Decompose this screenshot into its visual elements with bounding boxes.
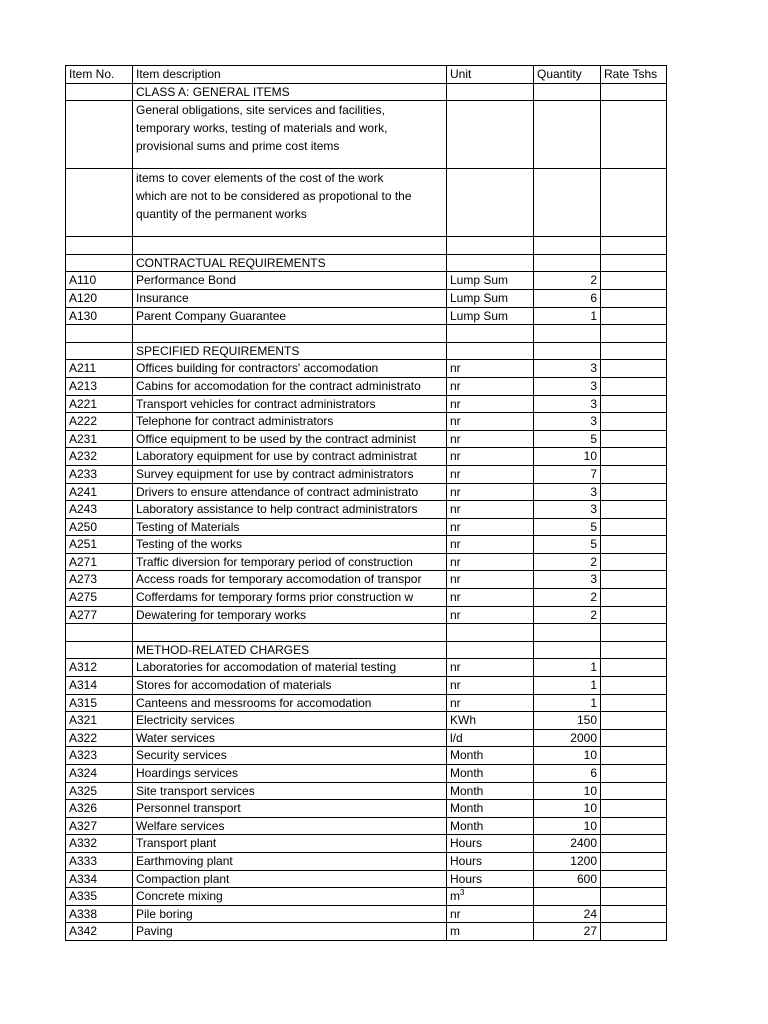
item-unit — [447, 888, 534, 906]
item-code: A338 — [66, 905, 133, 923]
unit-text: nr — [450, 449, 461, 464]
unit-text: nr — [450, 396, 461, 411]
item-quantity: 1200 — [534, 852, 601, 870]
item-code: A333 — [66, 852, 133, 870]
item-unit — [447, 272, 534, 290]
table-row — [66, 448, 667, 466]
item-description: Cabins for accomodation for the contract administrato — [133, 377, 447, 395]
bill-of-quantities-table — [65, 65, 667, 941]
item-code: A312 — [66, 659, 133, 677]
item-rate — [601, 465, 667, 483]
item-rate — [601, 712, 667, 730]
item-rate — [601, 817, 667, 835]
item-rate — [601, 536, 667, 554]
item-rate — [601, 307, 667, 325]
unit-text: Month — [450, 748, 484, 763]
item-unit — [447, 465, 534, 483]
item-description: Transport vehicles for contract administrators — [133, 395, 447, 413]
unit-text: Lump Sum — [450, 273, 509, 288]
item-rate — [601, 448, 667, 466]
item-unit — [447, 729, 534, 747]
table-row — [66, 518, 667, 536]
item-code: A241 — [66, 483, 133, 501]
item-rate — [601, 905, 667, 923]
item-unit — [447, 571, 534, 589]
item-description: Testing of the works — [133, 536, 447, 554]
table-row — [66, 430, 667, 448]
item-description: Parent Company Guarantee — [133, 307, 447, 325]
item-description: Laboratory assistance to help contract administrators — [133, 501, 447, 519]
table-row — [66, 817, 667, 835]
unit-text: nr — [450, 361, 461, 376]
item-unit — [447, 553, 534, 571]
table-row — [66, 536, 667, 554]
table-row — [66, 677, 667, 695]
item-rate — [601, 677, 667, 695]
item-unit — [447, 589, 534, 607]
item-unit — [447, 448, 534, 466]
item-unit — [447, 483, 534, 501]
unit-text: nr — [450, 660, 461, 675]
item-description: Traffic diversion for temporary period of construction — [133, 553, 447, 571]
table-row — [66, 413, 667, 431]
unit-text: Hours — [450, 853, 483, 868]
table-row — [66, 272, 667, 290]
item-unit — [447, 765, 534, 783]
item-code: A243 — [66, 501, 133, 519]
item-code: A273 — [66, 571, 133, 589]
item-rate — [601, 765, 667, 783]
table-row — [66, 483, 667, 501]
table-row — [66, 589, 667, 607]
item-description: Laboratories for accomodation of material testing — [133, 659, 447, 677]
item-quantity: 6 — [534, 765, 601, 783]
item-quantity: 10 — [534, 448, 601, 466]
section-title: METHOD-RELATED CHARGES — [133, 641, 447, 659]
table-row — [66, 606, 667, 624]
item-code: A233 — [66, 465, 133, 483]
item-quantity: 6 — [534, 289, 601, 307]
item-quantity: 1 — [534, 659, 601, 677]
item-rate — [601, 782, 667, 800]
item-quantity: 10 — [534, 817, 601, 835]
unit-text: nr — [450, 502, 461, 517]
table-row — [66, 360, 667, 378]
unit-text: m — [450, 924, 460, 939]
table-row — [66, 289, 667, 307]
item-quantity: 24 — [534, 905, 601, 923]
unit-text: Hours — [450, 871, 483, 886]
item-code: A213 — [66, 377, 133, 395]
unit-text: nr — [450, 695, 461, 710]
item-unit — [447, 870, 534, 888]
item-code: A342 — [66, 923, 133, 941]
item-unit — [447, 712, 534, 730]
item-description: Testing of Materials — [133, 518, 447, 536]
item-quantity: 1 — [534, 307, 601, 325]
section-heading-row — [66, 342, 667, 360]
item-unit — [447, 606, 534, 624]
item-quantity: 150 — [534, 712, 601, 730]
item-unit — [447, 360, 534, 378]
section-heading-row — [66, 254, 667, 272]
item-quantity: 2 — [534, 589, 601, 607]
item-code: A327 — [66, 817, 133, 835]
table-row — [66, 659, 667, 677]
item-rate — [601, 888, 667, 906]
table-row — [66, 905, 667, 923]
unit-text: l/d — [450, 730, 463, 745]
table-row — [66, 307, 667, 325]
item-unit — [447, 659, 534, 677]
item-quantity: 3 — [534, 395, 601, 413]
item-rate — [601, 800, 667, 818]
item-code: A335 — [66, 888, 133, 906]
item-description: Canteens and messrooms for accomodation — [133, 694, 447, 712]
header-description: Item description — [133, 66, 447, 84]
item-code: A130 — [66, 307, 133, 325]
item-unit — [447, 395, 534, 413]
unit-text: nr — [450, 519, 461, 534]
item-quantity: 2000 — [534, 729, 601, 747]
item-description: Survey equipment for use by contract administrators — [133, 465, 447, 483]
unit-text: m — [450, 889, 460, 904]
unit-text: Month — [450, 818, 484, 833]
header-row — [66, 66, 667, 84]
unit-text: nr — [450, 431, 461, 446]
table-row — [66, 852, 667, 870]
table-row — [66, 800, 667, 818]
section-heading-row — [66, 641, 667, 659]
unit-text: KWh — [450, 713, 477, 728]
item-unit — [447, 835, 534, 853]
item-rate — [601, 413, 667, 431]
item-code: A275 — [66, 589, 133, 607]
item-quantity: 3 — [534, 571, 601, 589]
item-quantity: 1 — [534, 694, 601, 712]
intro-row — [66, 169, 667, 237]
item-description: Welfare services — [133, 817, 447, 835]
table-row — [66, 712, 667, 730]
item-code: A323 — [66, 747, 133, 765]
item-quantity: 600 — [534, 870, 601, 888]
unit-text: nr — [450, 484, 461, 499]
item-code: A271 — [66, 553, 133, 571]
item-unit — [447, 677, 534, 695]
item-description: Laboratory equipment for use by contract administrat — [133, 448, 447, 466]
item-rate — [601, 606, 667, 624]
item-rate — [601, 553, 667, 571]
unit-text: nr — [450, 466, 461, 481]
item-quantity: 10 — [534, 782, 601, 800]
item-rate — [601, 272, 667, 290]
item-code: A120 — [66, 289, 133, 307]
item-quantity: 5 — [534, 518, 601, 536]
item-unit — [447, 782, 534, 800]
item-rate — [601, 747, 667, 765]
item-code: A325 — [66, 782, 133, 800]
item-rate — [601, 395, 667, 413]
item-description: Water services — [133, 729, 447, 747]
item-unit — [447, 536, 534, 554]
class-heading: CLASS A: GENERAL ITEMS — [133, 83, 447, 101]
item-code: A322 — [66, 729, 133, 747]
table-row — [66, 782, 667, 800]
unit-text: Hours — [450, 836, 483, 851]
item-description: Transport plant — [133, 835, 447, 853]
item-quantity: 2 — [534, 272, 601, 290]
item-quantity: 5 — [534, 430, 601, 448]
item-description: Electricity services — [133, 712, 447, 730]
item-description: Offices building for contractors' accomodation — [133, 360, 447, 378]
item-code: A277 — [66, 606, 133, 624]
item-quantity: 3 — [534, 483, 601, 501]
item-description: Paving — [133, 923, 447, 941]
item-rate — [601, 923, 667, 941]
table-row — [66, 553, 667, 571]
table-row — [66, 571, 667, 589]
intro-row — [66, 101, 667, 169]
item-rate — [601, 430, 667, 448]
unit-text: Month — [450, 801, 484, 816]
item-quantity: 5 — [534, 536, 601, 554]
unit-text: nr — [450, 590, 461, 605]
item-unit — [447, 905, 534, 923]
unit-text: nr — [450, 906, 461, 921]
item-description: Dewatering for temporary works — [133, 606, 447, 624]
unit-text: Month — [450, 783, 484, 798]
item-unit — [447, 413, 534, 431]
section-title: SPECIFIED REQUIREMENTS — [133, 342, 447, 360]
item-description: Earthmoving plant — [133, 852, 447, 870]
item-quantity: 2 — [534, 606, 601, 624]
item-code: A324 — [66, 765, 133, 783]
item-rate — [601, 589, 667, 607]
item-unit — [447, 747, 534, 765]
unit-text: nr — [450, 414, 461, 429]
item-rate — [601, 729, 667, 747]
table-row — [66, 395, 667, 413]
item-description: Site transport services — [133, 782, 447, 800]
item-description: Compaction plant — [133, 870, 447, 888]
blank-row — [66, 325, 667, 343]
item-rate — [601, 835, 667, 853]
item-description: Cofferdams for temporary forms prior construction w — [133, 589, 447, 607]
item-unit — [447, 694, 534, 712]
item-rate — [601, 659, 667, 677]
item-unit — [447, 923, 534, 941]
item-description: Personnel transport — [133, 800, 447, 818]
table-row — [66, 835, 667, 853]
intro-paragraph: items to cover elements of the cost of the work which are not to be considered as propotional to the quantity of the permanent works — [133, 169, 447, 237]
table-row — [66, 694, 667, 712]
item-code: A232 — [66, 448, 133, 466]
item-code: A221 — [66, 395, 133, 413]
header-unit: Unit — [447, 66, 534, 84]
item-unit — [447, 852, 534, 870]
header-item-no: Item No. — [66, 66, 133, 84]
item-rate — [601, 501, 667, 519]
item-rate — [601, 289, 667, 307]
item-rate — [601, 483, 667, 501]
item-unit — [447, 289, 534, 307]
item-quantity: 3 — [534, 360, 601, 378]
item-code: A334 — [66, 870, 133, 888]
table-row — [66, 888, 667, 906]
unit-text: Lump Sum — [450, 308, 509, 323]
item-description: Drivers to ensure attendance of contract administrato — [133, 483, 447, 501]
item-code: A250 — [66, 518, 133, 536]
table-row — [66, 465, 667, 483]
header-quantity: Quantity — [534, 66, 601, 84]
item-quantity: 3 — [534, 413, 601, 431]
item-unit — [447, 430, 534, 448]
item-quantity: 1 — [534, 677, 601, 695]
section-title: CONTRACTUAL REQUIREMENTS — [133, 254, 447, 272]
table-row — [66, 501, 667, 519]
blank-row — [66, 624, 667, 642]
item-unit — [447, 307, 534, 325]
item-rate — [601, 571, 667, 589]
unit-text: Lump Sum — [450, 290, 509, 305]
item-description: Hoardings services — [133, 765, 447, 783]
item-quantity: 27 — [534, 923, 601, 941]
table-row — [66, 377, 667, 395]
item-rate — [601, 852, 667, 870]
item-description: Performance Bond — [133, 272, 447, 290]
item-code: A332 — [66, 835, 133, 853]
item-rate — [601, 870, 667, 888]
item-code: A211 — [66, 360, 133, 378]
item-description: Insurance — [133, 289, 447, 307]
item-code: A321 — [66, 712, 133, 730]
item-quantity: 3 — [534, 377, 601, 395]
item-unit — [447, 817, 534, 835]
item-unit — [447, 501, 534, 519]
intro-paragraph: General obligations, site services and facilities, temporary works, testing of materials and work, provisional sums and prime cost items — [133, 101, 447, 169]
class-heading-row — [66, 83, 667, 101]
item-code: A110 — [66, 272, 133, 290]
table-row — [66, 729, 667, 747]
item-quantity: 10 — [534, 800, 601, 818]
item-quantity — [534, 888, 601, 906]
item-code: A315 — [66, 694, 133, 712]
item-quantity: 10 — [534, 747, 601, 765]
item-rate — [601, 518, 667, 536]
table-row — [66, 765, 667, 783]
unit-text: nr — [450, 607, 461, 622]
item-description: Telephone for contract administrators — [133, 413, 447, 431]
item-unit — [447, 518, 534, 536]
item-unit — [447, 800, 534, 818]
item-quantity: 7 — [534, 465, 601, 483]
item-description: Pile boring — [133, 905, 447, 923]
item-quantity: 2 — [534, 553, 601, 571]
item-description: Office equipment to be used by the contract administ — [133, 430, 447, 448]
item-description: Stores for accomodation of materials — [133, 677, 447, 695]
item-code: A222 — [66, 413, 133, 431]
item-quantity: 2400 — [534, 835, 601, 853]
unit-text: nr — [450, 572, 461, 587]
table-body — [66, 83, 667, 940]
item-rate — [601, 694, 667, 712]
header-rate: Rate Tshs — [601, 66, 667, 84]
item-code: A231 — [66, 430, 133, 448]
item-code: A326 — [66, 800, 133, 818]
unit-text: nr — [450, 678, 461, 693]
unit-text: nr — [450, 378, 461, 393]
item-code: A251 — [66, 536, 133, 554]
unit-text: nr — [450, 554, 461, 569]
item-unit — [447, 377, 534, 395]
item-quantity: 3 — [534, 501, 601, 519]
table-row — [66, 747, 667, 765]
blank-row — [66, 237, 667, 255]
table-row — [66, 870, 667, 888]
unit-text: nr — [450, 537, 461, 552]
item-rate — [601, 377, 667, 395]
item-description: Security services — [133, 747, 447, 765]
item-description: Concrete mixing — [133, 888, 447, 906]
unit-superscript: 3 — [460, 888, 465, 898]
item-rate — [601, 360, 667, 378]
item-code: A314 — [66, 677, 133, 695]
table-row — [66, 923, 667, 941]
item-description: Access roads for temporary accomodation of transpor — [133, 571, 447, 589]
unit-text: Month — [450, 766, 484, 780]
